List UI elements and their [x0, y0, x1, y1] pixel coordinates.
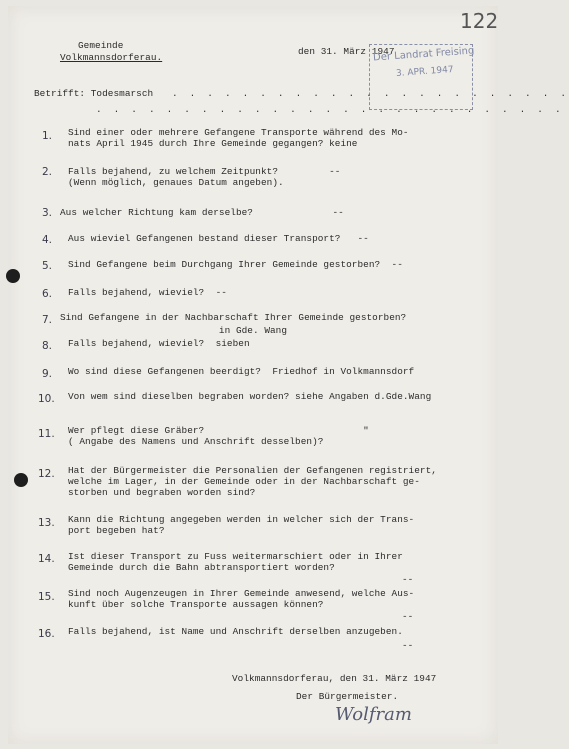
page-number: 122 [460, 9, 499, 33]
stamp-date: 3. APR. 1947 [395, 65, 454, 79]
dotted-leader: . . . . . . . . . . . . . . . . . . . . . . . [172, 88, 569, 99]
question-number: 2. [42, 166, 53, 178]
question-text: in Gde. Wang [60, 325, 288, 336]
question-number: 10. [38, 393, 55, 405]
answer-dash: -- [402, 640, 414, 651]
question-text: Hat der Bürgermeister die Personalien der Gefangenen registriert, [68, 465, 437, 476]
question-text: Falls bejahend, zu welchem Zeitpunkt? -- [68, 166, 341, 177]
question-text: Gemeinde durch die Bahn abtransportiert worden? [68, 562, 335, 573]
question-number: 9. [42, 368, 53, 380]
dotted-leader: . . . . . . . . . . . . . . . . . . . . . . . . . . . [96, 104, 564, 115]
question-text: Falls bejahend, ist Name und Anschrift derselben anzugeben. [68, 626, 403, 637]
question-text: Sind Gefangene beim Durchgang Ihrer Gemeinde gestorben? -- [68, 259, 403, 270]
question-text: ( Angabe des Namens und Anschrift desselben)? [68, 436, 324, 447]
answer-dash: -- [402, 574, 414, 585]
question-text: storben und begraben worden sind? [68, 487, 256, 498]
question-number: 8. [42, 340, 53, 352]
question-text: kunft über solche Transporte aussagen können? [68, 599, 324, 610]
question-text: Aus welcher Richtung kam derselbe? -- [60, 207, 344, 218]
question-text: nats April 1945 durch Ihre Gemeinde gegangen? keine [68, 138, 358, 149]
question-text: Wo sind diese Gefangenen beerdigt? Friedhof in Volkmannsdorf [68, 366, 415, 377]
gemeinde-label: Gemeinde [78, 40, 124, 51]
question-text: Sind Gefangene in der Nachbarschaft Ihrer Gemeinde gestorben? [60, 312, 407, 323]
question-number: 3. [42, 207, 53, 219]
question-text: Kann die Richtung angegeben werden in welcher sich der Trans- [68, 514, 415, 525]
answer-dash: -- [402, 611, 414, 622]
question-number: 16. [38, 628, 55, 640]
question-number: 11. [38, 428, 55, 440]
question-text: Ist dieser Transport zu Fuss weitermarschiert oder in Ihrer [68, 551, 403, 562]
question-text: Sind noch Augenzeugen in Ihrer Gemeinde anwesend, welche Aus- [68, 588, 415, 599]
gemeinde-name: Volkmannsdorferau. [60, 52, 163, 63]
question-number: 14. [38, 553, 55, 565]
question-text: Aus wieviel Gefangenen bestand dieser Transport? -- [68, 233, 369, 244]
received-stamp [369, 44, 473, 110]
question-number: 15. [38, 591, 55, 603]
question-number: 5. [42, 260, 53, 272]
question-text: (Wenn möglich, genaues Datum angeben). [68, 177, 284, 188]
question-number: 4. [42, 234, 53, 246]
punch-hole [6, 269, 20, 283]
question-number: 7. [42, 314, 53, 326]
footer-role: Der Bürgermeister. [296, 691, 399, 702]
subject-line: Betrifft: Todesmarsch [34, 88, 154, 99]
footer-place-date: Volkmannsdorferau, den 31. März 1947 [232, 673, 437, 684]
signature: Wolfram [335, 704, 412, 725]
question-text: welche im Lager, in der Gemeinde oder in der Nachbarschaft ge- [68, 476, 420, 487]
stamp-authority: Der Landrat Freising [372, 45, 475, 64]
question-text: Wer pflegt diese Gräber? " [68, 425, 369, 436]
question-number: 6. [42, 288, 53, 300]
question-number: 1. [42, 130, 53, 142]
date-line: den 31. März 1947 [298, 46, 395, 57]
question-text: Falls bejahend, wieviel? sieben [68, 338, 250, 349]
question-text: Von wem sind dieselben begraben worden? siehe Angaben d.Gde.Wang [68, 391, 432, 402]
question-text: Sind einer oder mehrere Gefangene Transporte während des Mo- [68, 127, 409, 138]
question-number: 13. [38, 517, 55, 529]
question-text: Falls bejahend, wieviel? -- [68, 287, 227, 298]
question-number: 12. [38, 468, 55, 480]
punch-hole [14, 473, 28, 487]
question-text: port begeben hat? [68, 525, 165, 536]
